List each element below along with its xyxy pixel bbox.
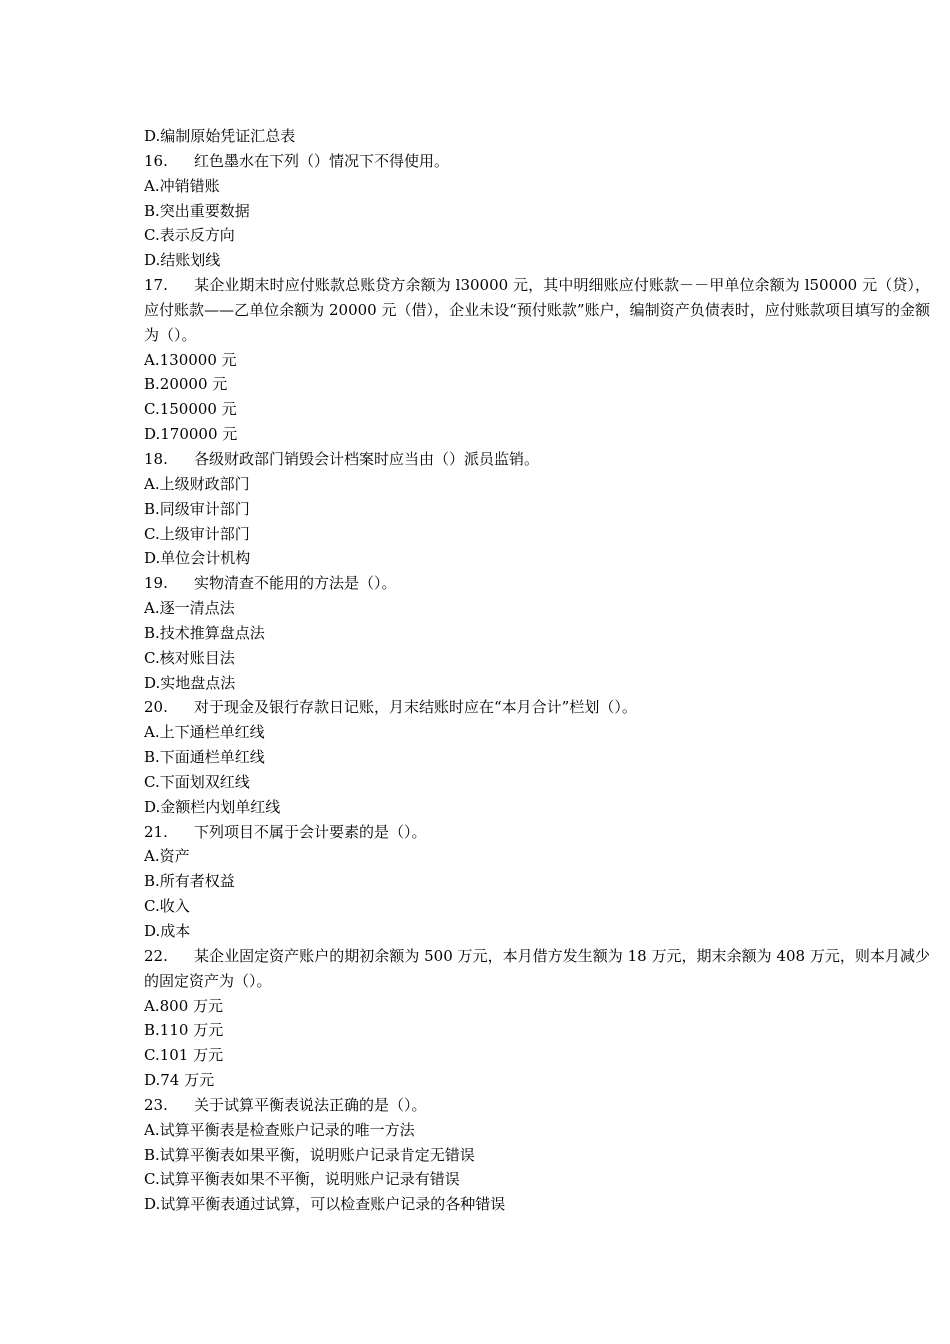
question-text: 下列项目不属于会计要素的是（）。 — [194, 822, 427, 841]
question-20 — [144, 695, 930, 819]
question-23 — [144, 1093, 930, 1217]
question-number: 20. — [144, 698, 168, 717]
question-19 — [144, 571, 930, 695]
option-c: C.上级审计部门 — [144, 524, 250, 543]
option-d: D.结账划线 — [144, 251, 221, 270]
question-number: 17. — [144, 276, 168, 295]
option-a: A.130000 元 — [144, 350, 237, 369]
question-number: 21. — [144, 822, 168, 841]
option-a: A.试算平衡表是检查账户记录的唯一方法 — [144, 1120, 415, 1139]
option-b: B.110 万元 — [144, 1021, 224, 1040]
question-21 — [144, 820, 930, 944]
question-22 — [144, 944, 930, 1093]
carryover-option: D.编制原始凭证汇总表 — [144, 127, 296, 145]
question-16 — [144, 149, 930, 273]
document-page — [144, 124, 930, 1217]
question-number: 22. — [144, 946, 168, 965]
option-d: D.实地盘点法 — [144, 673, 236, 692]
option-b: B.所有者权益 — [144, 872, 235, 891]
option-a: A.冲销错账 — [144, 176, 220, 195]
option-a: A.逐一清点法 — [144, 599, 235, 618]
question-stem — [144, 571, 930, 596]
question-text: 实物清查不能用的方法是（）。 — [194, 574, 397, 593]
option-d: D.成本 — [144, 922, 191, 940]
question-17 — [144, 273, 930, 447]
option-b: B.下面通栏单红线 — [144, 748, 265, 767]
option-c: C.核对账目法 — [144, 648, 235, 667]
option-a: A.800 万元 — [144, 996, 223, 1015]
question-stem — [144, 273, 930, 348]
question-stem — [144, 695, 930, 720]
question-stem — [144, 447, 930, 472]
option-a: A.资产 — [144, 847, 190, 866]
question-text: 某企业固定资产账户的期初余额为 500 万元，本月借方发生额为 18 万元，期末余额为 408 万元，则本月减少的固定资产为（）。 — [144, 946, 930, 990]
option-b: B.20000 元 — [144, 375, 228, 394]
option-d: D.试算平衡表通过试算，可以检查账户记录的各种错误 — [144, 1195, 506, 1214]
option-d: D.单位会计机构 — [144, 549, 251, 568]
question-number: 18. — [144, 449, 168, 468]
question-number: 16. — [144, 151, 168, 170]
question-18 — [144, 447, 930, 571]
question-text: 红色墨水在下列（）情况下不得使用。 — [194, 151, 450, 170]
question-text: 关于试算平衡表说法正确的是（）。 — [194, 1095, 427, 1114]
question-number: 23. — [144, 1095, 168, 1114]
question-text: 对于现金及银行存款日记账，月末结账时应在“本月合计”栏划（）。 — [194, 698, 637, 717]
question-stem — [144, 1093, 930, 1118]
option-c: C.试算平衡表如果不平衡，说明账户记录有错误 — [144, 1170, 460, 1189]
question-stem — [144, 820, 930, 845]
option-c: C.下面划双红线 — [144, 772, 250, 791]
option-b: B.试算平衡表如果平衡，说明账户记录肯定无错误 — [144, 1145, 475, 1164]
option-c: C.表示反方向 — [144, 226, 235, 245]
question-stem — [144, 944, 930, 994]
option-d: D.金额栏内划单红线 — [144, 797, 281, 816]
question-stem — [144, 149, 930, 174]
option-d: D.74 万元 — [144, 1071, 215, 1090]
option-b: B.突出重要数据 — [144, 201, 250, 220]
question-number: 19. — [144, 574, 168, 593]
option-b: B.同级审计部门 — [144, 499, 250, 518]
question-text: 某企业期末时应付账款总账贷方余额为 l30000 元，其中明细账应付账款－－甲单位余额为 l50000 元（贷），应付账款——乙单位余额为 20000 元（借），企业未设“预付账款”账户，编制资产负债表时，应付账款项目填写的金额为（）。 — [144, 276, 930, 344]
option-a: A.上下通栏单红线 — [144, 723, 265, 742]
option-c: C.收入 — [144, 897, 190, 916]
option-a: A.上级财政部门 — [144, 474, 250, 493]
option-d: D.170000 元 — [144, 425, 238, 444]
option-c: C.101 万元 — [144, 1046, 224, 1065]
question-text: 各级财政部门销毁会计档案时应当由（）派员监销。 — [194, 449, 540, 468]
option-c: C.150000 元 — [144, 400, 237, 419]
option-b: B.技术推算盘点法 — [144, 623, 265, 642]
